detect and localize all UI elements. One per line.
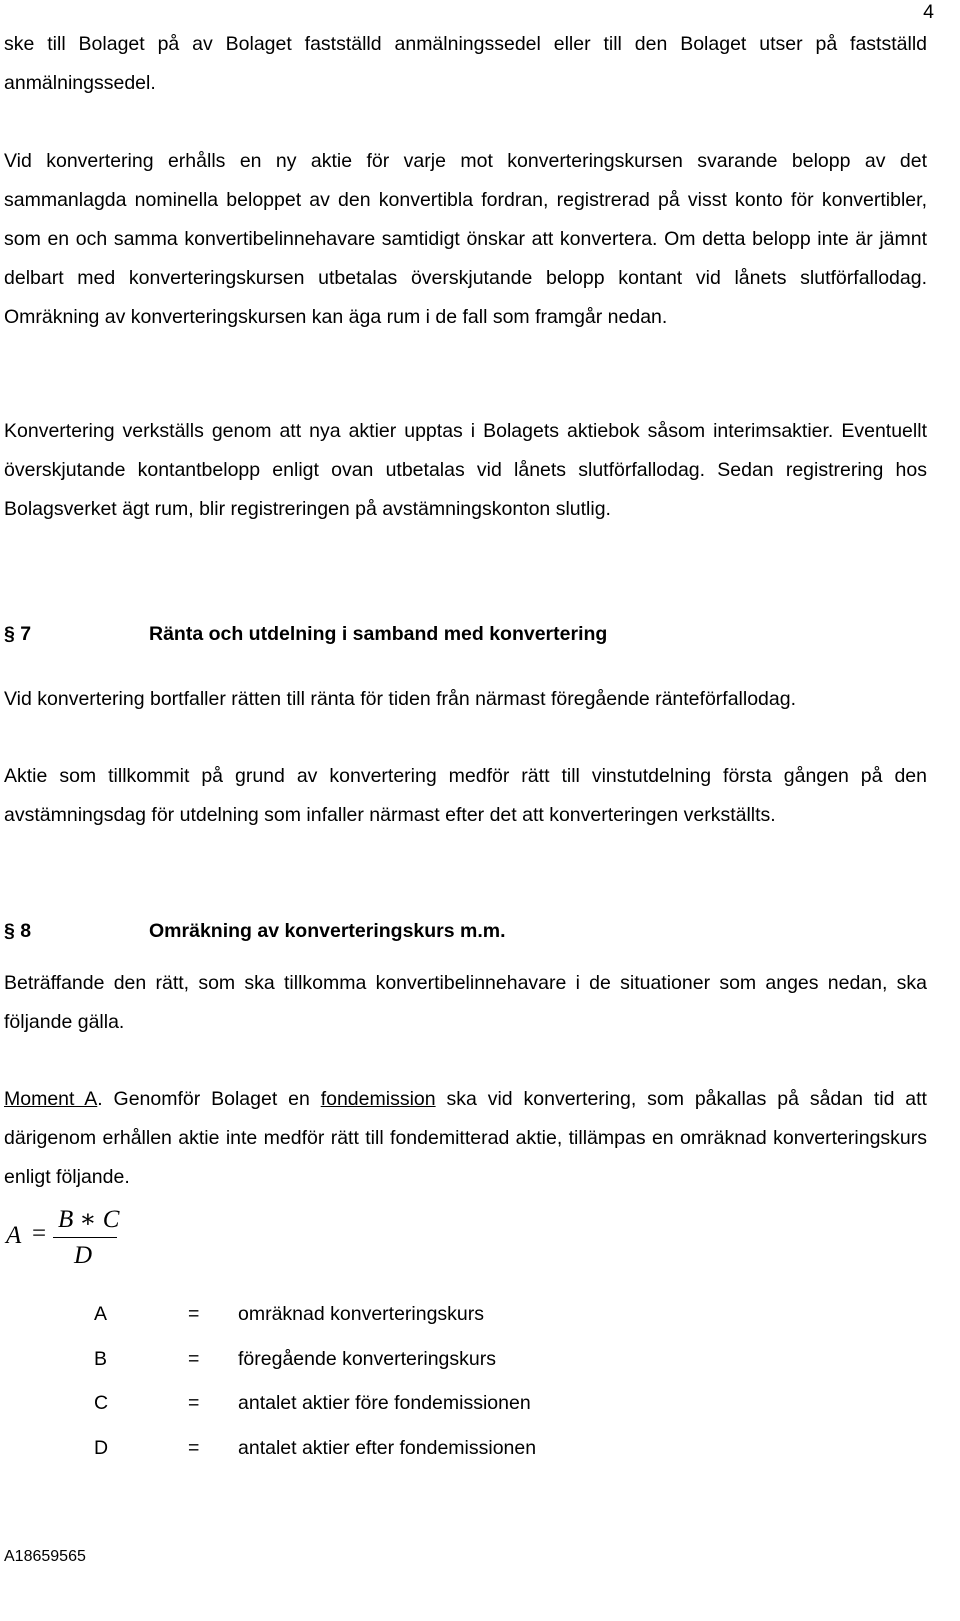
formula-denominator: D: [74, 1242, 93, 1269]
definition-row: [94, 1390, 531, 1416]
section-heading-8: [4, 917, 506, 945]
section-title: Ränta och utdelning i samband med konvertering: [149, 623, 608, 645]
definition-equals: =: [188, 1348, 200, 1370]
paragraph-conversion: Vid konvertering erhålls en ny aktie för varje mot konverteringskursen svarande belopp av det sammanlagda nominella beloppet av den konvertibla fordran, registrerad på visst konto för konvertibler, som en och samma konvertibelinnehavare samtidigt önskar att konvertera. Om detta belopp inte är jämnt delbart med konverteringskursen utbetalas överskjutande belopp kontant vid lånets slutförfallodag. Omräkning av konverteringskursen kan äga rum i de fall som framgår nedan.: [4, 150, 927, 328]
definition-meaning: föregående konverteringskurs: [238, 1348, 496, 1370]
section-title: Omräkning av konverteringskurs m.m.: [149, 920, 506, 942]
paragraph-interest: Vid konvertering bortfaller rätten till ränta för tiden från närmast föregående ränteförfallodag.: [4, 688, 797, 710]
definition-symbol: A: [94, 1303, 108, 1325]
paragraph-execution: Konvertering verkställs genom att nya aktier upptas i Bolagets aktiebok såsom interimsaktier. Eventuellt överskjutande kontantbelopp enligt ovan utbetalas vid lånets slutförfallodag. Sedan registrering hos Bolagsverket ägt rum, blir registreringen på avstämningskonton slutlig.: [4, 420, 927, 520]
definition-meaning: omräknad konverteringskurs: [238, 1303, 485, 1325]
document-id: A18659565: [4, 1548, 86, 1565]
fondemission-term: fondemission: [320, 1088, 436, 1110]
section-number: § 7: [4, 623, 32, 645]
paragraph-registration: ske till Bolaget på av Bolaget fastställd anmälningssedel eller till den Bolaget utser på fastställd anmälningssedel.: [4, 33, 927, 94]
definition-symbol: C: [94, 1392, 109, 1414]
page-number: 4: [923, 1, 934, 23]
fraction-bar: [53, 1237, 117, 1238]
paragraph-dividend: Aktie som tillkommit på grund av konvertering medför rätt till vinstutdelning första gången på den avstämningsdag för utdelning som infaller närmast efter det att konverteringen verkställts.: [4, 765, 927, 826]
paragraph-rights: Beträffande den rätt, som ska tillkomma konvertibelinnehavare i de situationer som anges nedan, ska följande gälla.: [4, 972, 927, 1033]
definition-meaning: antalet aktier före fondemissionen: [238, 1392, 531, 1414]
definition-row: [94, 1346, 496, 1372]
definition-row: [94, 1301, 484, 1327]
paragraph-moment-a: [4, 1080, 927, 1197]
definition-row: [94, 1435, 536, 1461]
formula-equals: =: [32, 1220, 47, 1247]
moment-a-text-rest: ska vid konvertering, som påkallas på sådan tid att därigenom erhållen aktie inte medför rätt till fondemitterad aktie, tillämpas en omräknad konverteringskurs enligt följande.: [4, 1088, 927, 1188]
definition-symbol: B: [94, 1348, 108, 1370]
moment-a-label: Moment A: [4, 1088, 98, 1110]
formula-numerator: B ∗ C: [58, 1206, 120, 1233]
definition-equals: =: [188, 1437, 200, 1459]
definition-meaning: antalet aktier efter fondemissionen: [238, 1437, 537, 1459]
definition-equals: =: [188, 1392, 200, 1414]
moment-a-text: . Genomför Bolaget en: [97, 1088, 321, 1110]
section-number: § 8: [4, 920, 32, 942]
formula-lhs: A: [6, 1222, 22, 1249]
section-heading-7: [4, 620, 607, 648]
conversion-formula: [6, 1200, 126, 1280]
definition-symbol: D: [94, 1437, 109, 1459]
definition-equals: =: [188, 1303, 200, 1325]
